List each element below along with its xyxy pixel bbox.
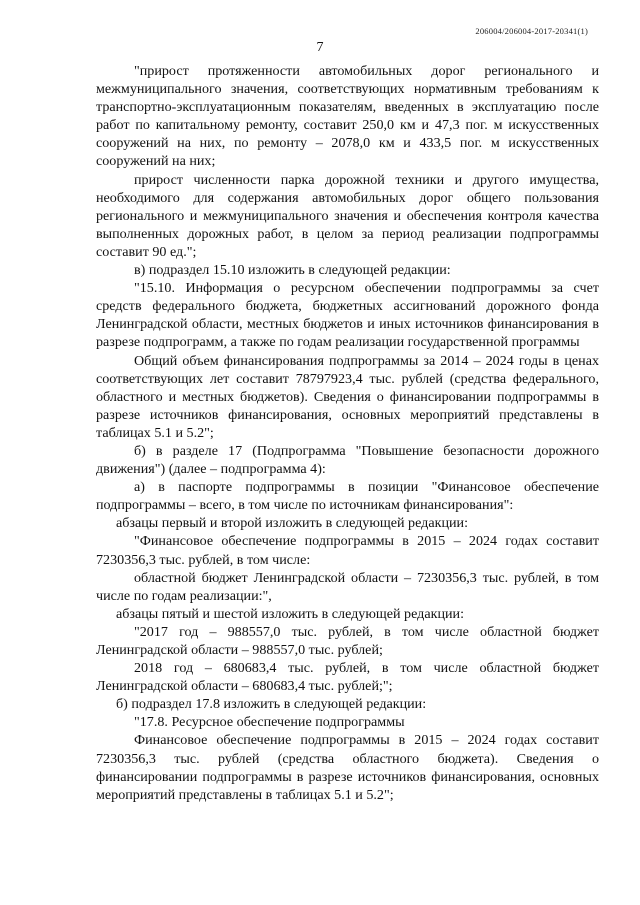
paragraph-17-8-title: "17.8. Ресурсное обеспечение подпрограммы [134, 714, 405, 731]
paragraph-year-2017: "2017 год – 988557,0 тыс. рублей, в том числе областной бюджет Ленинградской области – 988557,0 тыс. рублей; [96, 623, 599, 658]
paragraph-year-2018: 2018 год – 680683,4 тыс. рублей, в том числе областной бюджет Ленинградской области – 680683,4 тыс. рублей;"; [96, 660, 599, 695]
page-number: 7 [316, 40, 324, 55]
document-body [96, 62, 599, 804]
paragraph-first-second: абзацы первый и второй изложить в следующей редакции: [116, 515, 468, 532]
paragraph-road-growth: "прирост протяженности автомобильных дорог регионального и межмуниципального значения, соответствующих нормативным требованиям к транспортно-эксплуатационным показателям, введенных в эксплуатацию после работ по капитальному ремонту, составит 250,0 км и 47,3 пог. м искусственных сооружений на них, по ремонту – 2078,0 км и 433,5 пог. м искусственных сооружений на них; [96, 63, 599, 170]
paragraph-financing-2015-2024: "Финансовое обеспечение подпрограммы в 2015 – 2024 годах составит 7230356,3 тыс. рублей, в том числе: [96, 533, 599, 568]
paragraph-15-10-info: "15.10. Информация о ресурсном обеспечении подпрограммы за счет средств федерального бюджета, бюджетных ассигнований дорожного фонда Ленинградской области, местных бюджетов и иных источников финансирования в разрезе подпрограмм, а также по годам реализации государственной программы [96, 280, 599, 351]
document-id: 206004/206004-2017-20341(1) [475, 26, 588, 36]
paragraph-passport-position: а) в паспорте подпрограммы в позиции "Финансовое обеспечение подпрограммы – всего, в том числе по источникам финансирования": [96, 479, 599, 514]
paragraph-equipment-growth: прирост численности парка дорожной техники и другого имущества, необходимого для содержания автомобильных дорог общего пользования регионального и межмуниципального значения и обеспечения контроля качества выполненных дорожных работ, в целом за период реализации подпрограммы составит 90 ед."; [96, 171, 599, 260]
paragraph-subsection-17-8-intro: б) подраздел 17.8 изложить в следующей редакции: [116, 696, 427, 713]
paragraph-fifth-sixth: абзацы пятый и шестой изложить в следующей редакции: [116, 605, 464, 622]
paragraph-section-17: б) в разделе 17 (Подпрограмма "Повышение безопасности дорожного движения") (далее – подпрограмма 4): [96, 442, 599, 478]
paragraph-subsection-15-10-intro: в) подраздел 15.10 изложить в следующей редакции: [134, 262, 451, 279]
paragraph-regional-budget: областной бюджет Ленинградской области – 7230356,3 тыс. рублей, в том числе по годам реализации:", [96, 569, 599, 604]
paragraph-total-financing: Общий объем финансирования подпрограммы за 2014 – 2024 годы в ценах соответствующих лет составит 78797923,4 тыс. рублей (средства федерального, областного и местных бюджетов). Сведения о финансировании подпрограммы в разрезе источников финансирования, основных мероприятий представлены в таблицах 5.1 и 5.2"; [96, 352, 599, 441]
paragraph-17-8-financing: Финансовое обеспечение подпрограммы в 2015 – 2024 годах составит 7230356,3 тыс. рублей (средства областного бюджета). Сведения о финансировании подпрограммы в разрезе источников финансирования, основных мероприятий представлены в таблицах 5.1 и 5.2"; [96, 732, 599, 803]
